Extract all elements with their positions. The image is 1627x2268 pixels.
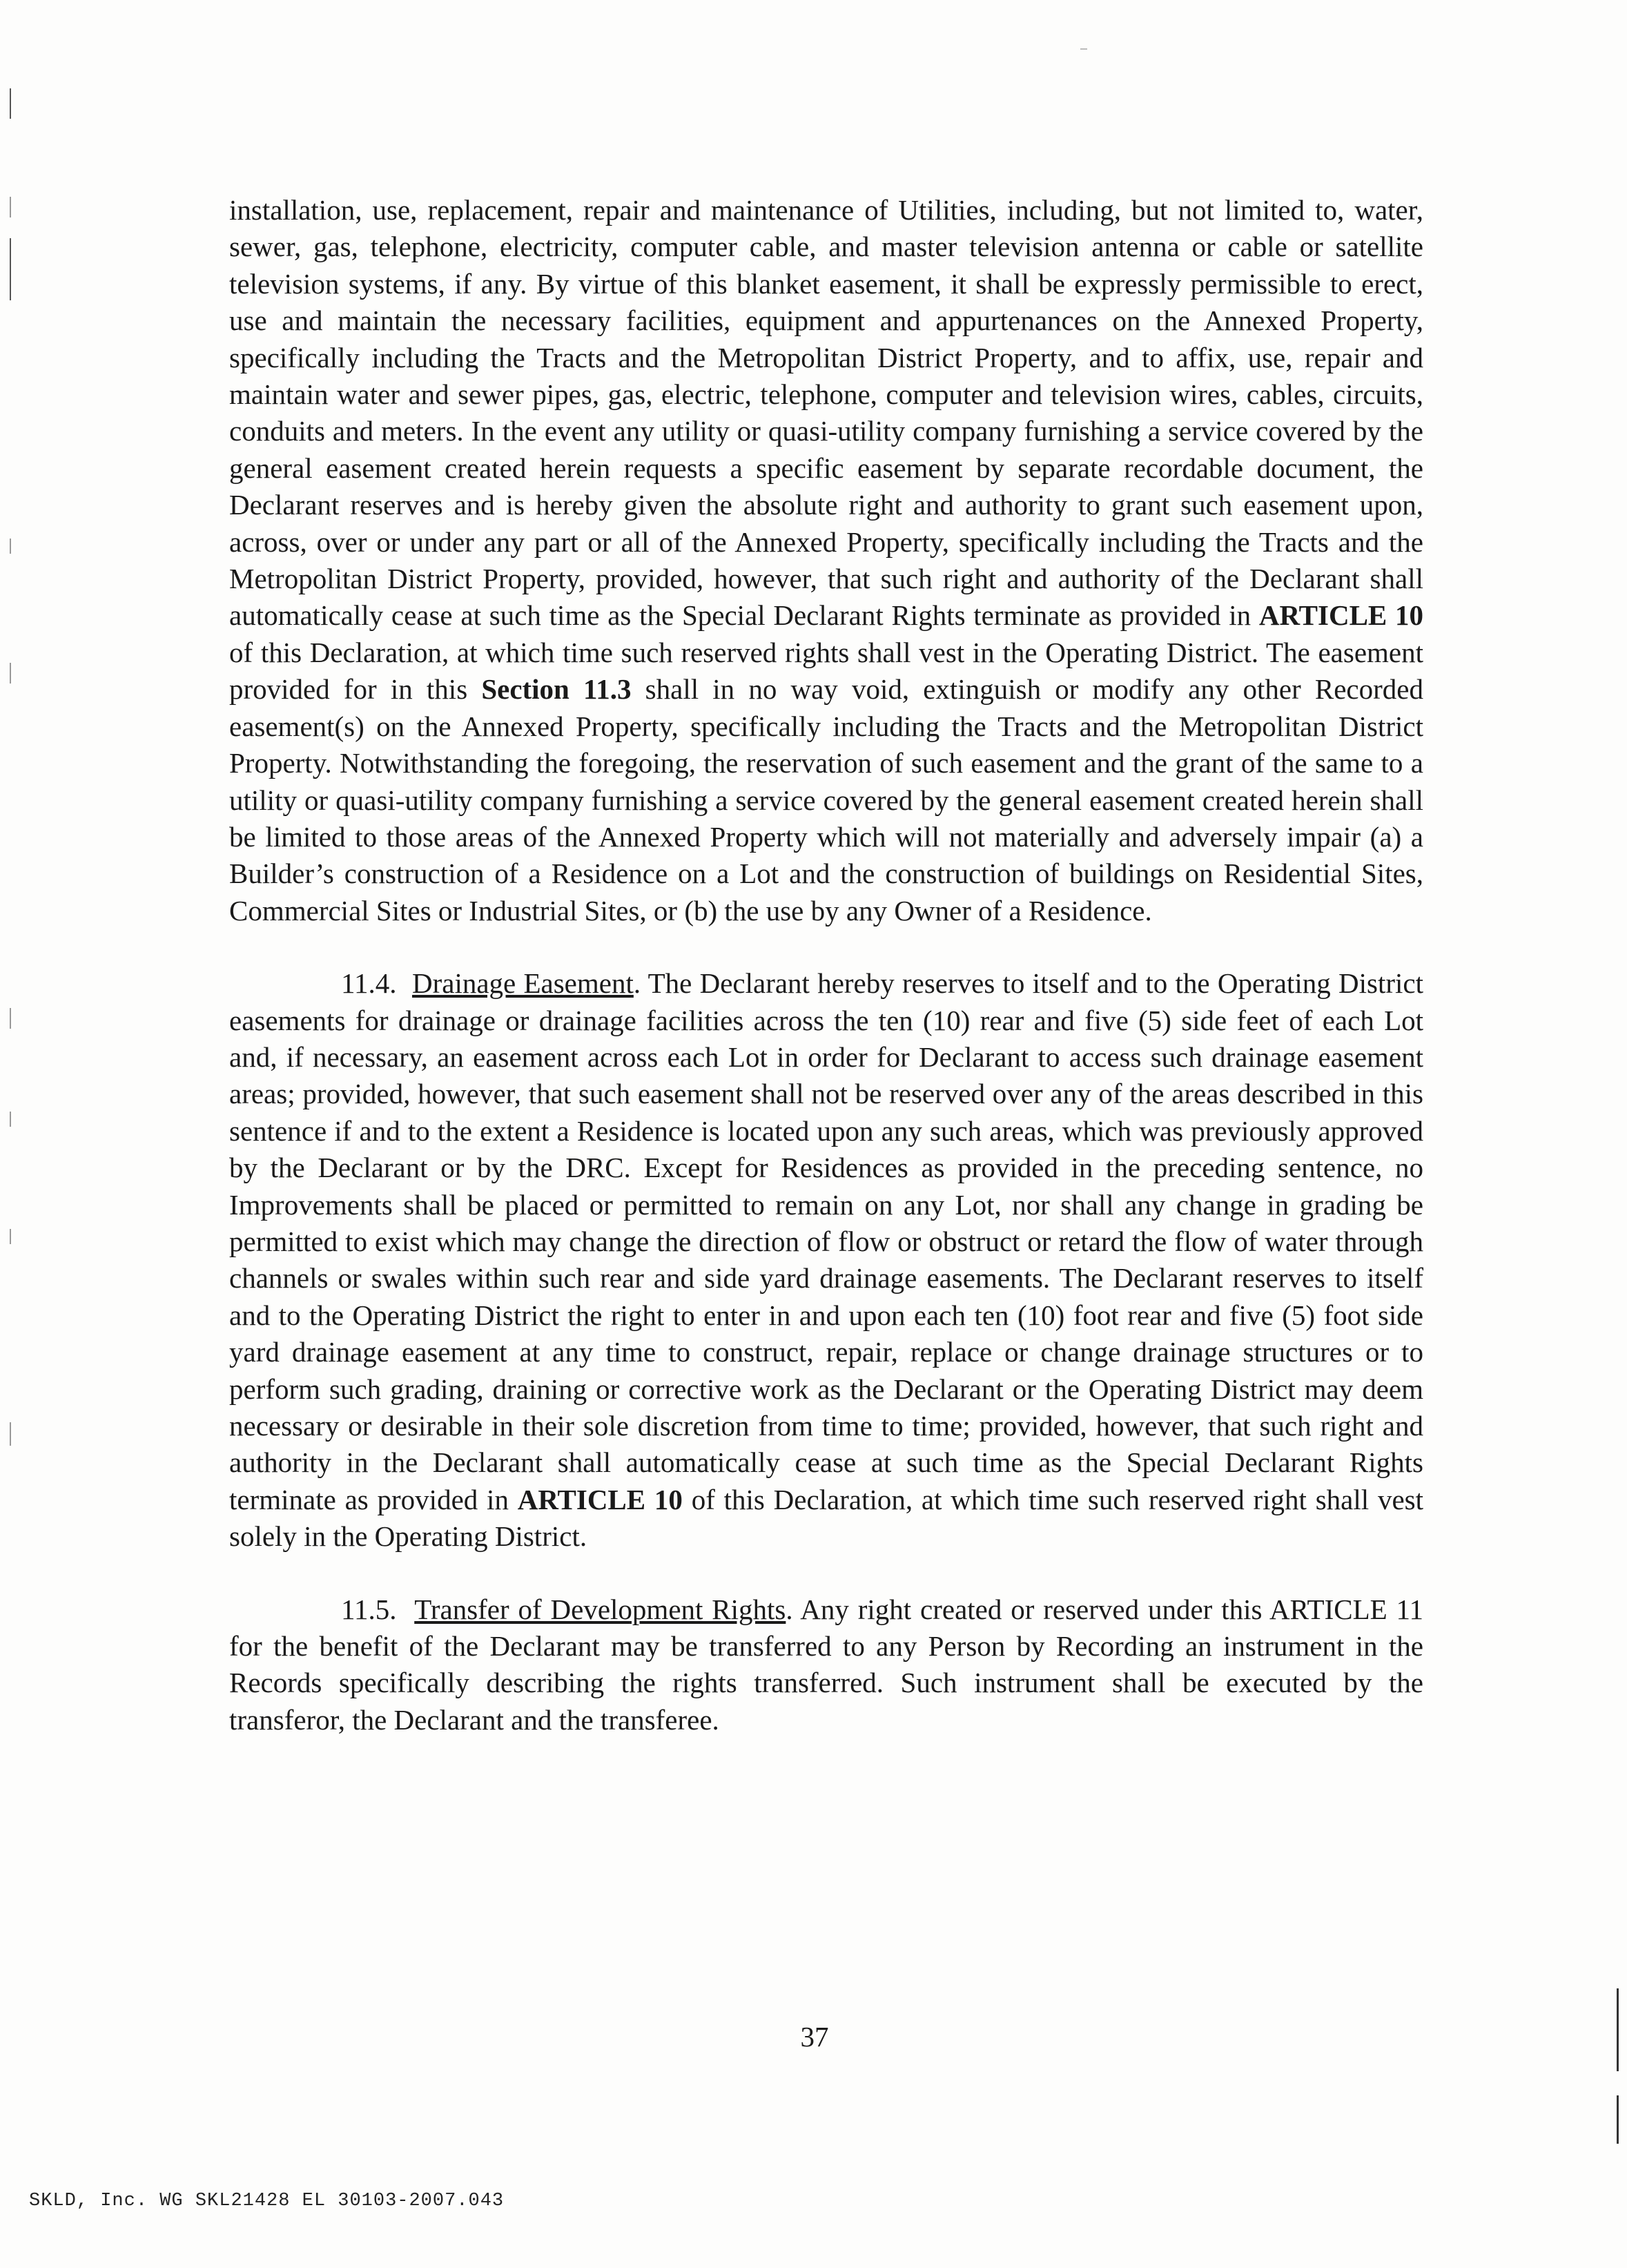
section-number: 11.4. xyxy=(341,967,397,1000)
paragraph-text: installation, use, replacement, repair and maintenance of Utilities, including, but not limited to, water, sewer, gas, telephone, electricity, computer cable, and master television antenna or cable or satellite television systems, if any. By virtue of this blanket easement, it shall be expressly permissible to erect, use and maintain the necessary facilities, equipment and appurtenances on the Annexed Property, specifically including the Tracts and the Metropolitan District Property, and to affix, use, repair and maintain water and sewer pipes, gas, electric, telephone, computer and television wires, cables, circuits, conduits and meters. In the event any utility or quasi-utility company furnishing a service covered by the general easement created herein requests a specific easement by separate recordable document, the Declarant reserves and is hereby given the absolute right and authority to grant such easement upon, across, over or under any part or all of the Annexed Property, specifically including the Tracts and the Metropolitan District Property, provided, however, that such right and authority of the Declarant shall automatically cease at such time as the Special Declarant Rights terminate as provided in xyxy=(229,194,1423,632)
section-number: 11.5. xyxy=(341,1593,397,1625)
utility-easement-paragraph xyxy=(229,192,1423,929)
scan-margin-mark xyxy=(10,1112,11,1127)
document-body xyxy=(229,192,1423,1774)
paragraph-text: . Any right created or reserved under this ARTICLE 11 for the benefit of the Declarant may be transferred to any Person by Recording an instrument in the Records specifically describing the rights transferred. Such instrument shall be executed by the transferor, the Declarant and the transferee. xyxy=(229,1593,1424,1736)
scan-edge-mark xyxy=(1617,2095,1619,2144)
scan-margin-mark xyxy=(10,1422,11,1446)
scan-margin-mark xyxy=(10,539,11,554)
scan-margin-mark xyxy=(10,88,11,119)
paragraph-text: shall in no way void, extinguish or modify any other Recorded easement(s) on the Annexed Property, specifically including the Tracts and the Metropolitan District Property. Notwithstanding the foregoing, the reservation of such easement and the grant of the same to a utility or quasi-utility company furnishing a service covered by the general easement created herein shall be limited to those areas of the Annexed Property which will not materially and adversely impair (a) a Builder’s construction of a Residence on a Lot and the construction of buildings on Residential Sites, Commercial Sites or Industrial Sites, or (b) the use by any Owner of a Residence. xyxy=(229,673,1423,927)
scan-edge-mark xyxy=(1617,1988,1619,2071)
scan-speck xyxy=(1080,48,1087,50)
scan-margin-mark xyxy=(10,197,11,217)
document-footer-id: SKLD, Inc. WG SKL21428 EL 30103-2007.043 xyxy=(29,2191,505,2211)
section-11-4-paragraph xyxy=(229,965,1423,1555)
section-heading: Transfer of Development Rights xyxy=(414,1593,786,1625)
article-reference: ARTICLE 10 xyxy=(517,1483,683,1515)
article-reference: ARTICLE 10 xyxy=(1258,599,1424,632)
paragraph-text: . The Declarant hereby reserves to itself and to the Operating District easements for drainage or drainage facilities across the ten (10) rear and five (5) side feet of each Lot and, if necessary, an easement across each Lot in order for Declarant to access such drainage easement areas; provided, however, that such easement shall not be reserved over any of the areas described in this sentence if and to the extent a Residence is located upon any such areas, which was previously approved by the Declarant or by the DRC. Except for Residences as provided in the preceding sentence, no Improvements shall be placed or permitted to remain on any Lot, nor shall any change in grading be permitted to exist which may change the direction of flow or obstruct or retard the flow of water through channels or swales within such rear and side yard drainage easements. The Declarant reserves to itself and to the Operating District the right to enter in and upon each ten (10) foot rear and five (5) foot side yard drainage easement at any time to construct, repair, replace or change drainage structures or to perform such grading, draining or corrective work as the Declarant or the Operating District may deem necessary or desirable in their sole discretion from time to time; provided, however, that such right and authority in the Declarant shall automatically cease at such time as the Special Declarant Rights terminate as provided in xyxy=(229,967,1424,1515)
paragraph-text: of this Declaration, at which time such reserved rights shall vest in the Operating District. The easement provided for in this xyxy=(229,636,1423,706)
scan-margin-mark xyxy=(10,238,11,300)
scan-margin-mark xyxy=(10,1008,11,1029)
scan-margin-mark xyxy=(10,663,11,684)
section-reference: Section 11.3 xyxy=(481,673,632,706)
section-11-5-paragraph xyxy=(229,1591,1423,1739)
scan-margin-mark xyxy=(10,1229,11,1244)
page-number: 37 xyxy=(800,2021,829,2053)
section-heading: Drainage Easement xyxy=(411,967,634,1000)
paragraph-text: of this Declaration, at which time such reserved right shall vest solely in the Operating District. xyxy=(229,1483,1423,1553)
